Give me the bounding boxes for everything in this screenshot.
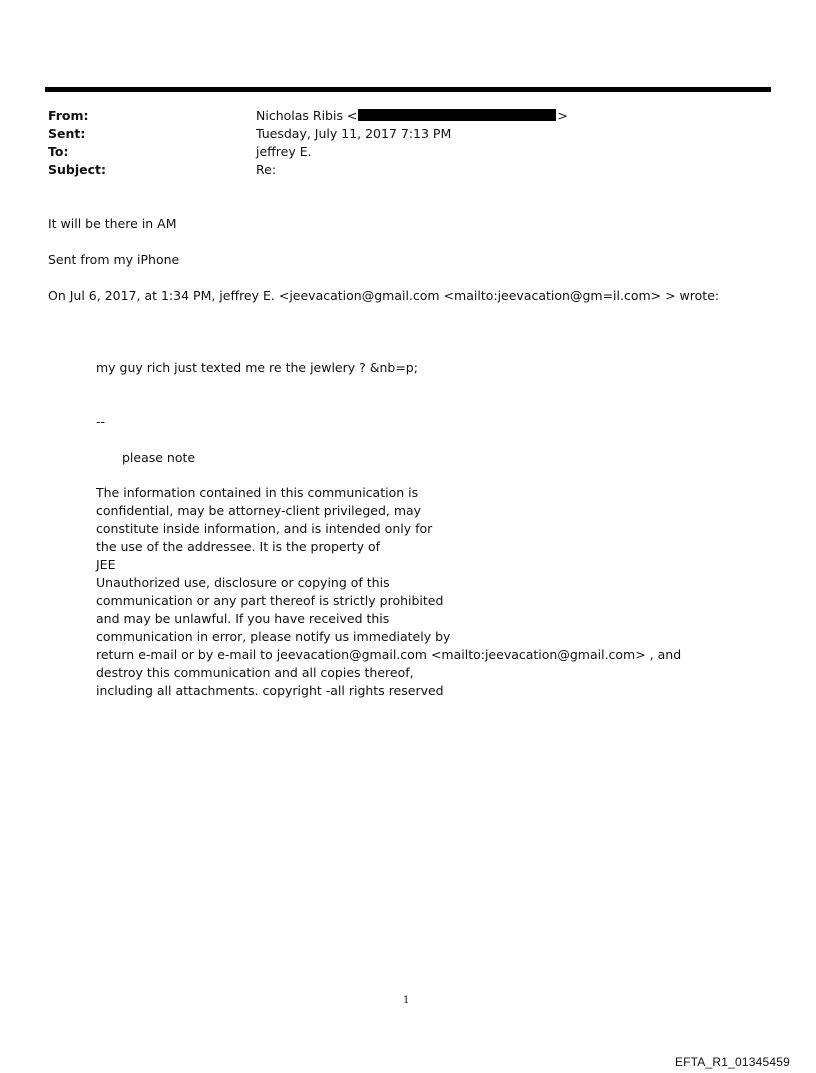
subject-value: Re: xyxy=(256,162,277,177)
notice-line: the use of the addressee. It is the property of xyxy=(96,539,381,554)
notice-line: including all attachments. copyright -all rights reserved xyxy=(96,683,444,698)
bates-number: EFTA_R1_01345459 xyxy=(674,1055,790,1069)
sent-label: Sent: xyxy=(48,126,86,141)
quoted-message: my guy rich just texted me re the jewlery ? &nb=p; xyxy=(96,360,418,375)
sent-value: Tuesday, July 11, 2017 7:13 PM xyxy=(256,126,452,141)
notice-line: JEE xyxy=(96,557,116,572)
to-value: jeffrey E. xyxy=(256,144,312,159)
from-label: From: xyxy=(48,108,89,123)
notice-line: destroy this communication and all copies thereof, xyxy=(96,665,414,680)
body-line-signature: Sent from my iPhone xyxy=(48,252,180,267)
to-label: To: xyxy=(48,144,69,159)
from-close-bracket: > xyxy=(557,108,568,123)
page-number: 1 xyxy=(403,995,410,1006)
from-name: Nicholas Ribis < xyxy=(256,108,358,123)
from-value xyxy=(256,107,568,125)
body-line-reply: It will be there in AM xyxy=(48,216,177,231)
redaction-bar xyxy=(358,109,556,121)
subject-label: Subject: xyxy=(48,162,106,177)
notice-line: Unauthorized use, disclosure or copying of this xyxy=(96,575,390,590)
notice-line: constitute inside information, and is intended only for xyxy=(96,521,433,536)
signature-dash: -- xyxy=(96,414,106,429)
confidentiality-notice xyxy=(96,484,681,700)
notice-line: confidential, may be attorney-client privileged, may xyxy=(96,503,422,518)
notice-line: communication or any part thereof is strictly prohibited xyxy=(96,593,444,608)
header-rule xyxy=(45,87,771,92)
please-note: please note xyxy=(122,450,196,465)
notice-line: and may be unlawful. If you have received this xyxy=(96,611,390,626)
quote-intro: On Jul 6, 2017, at 1:34 PM, jeffrey E. <jeevacation@gmail.com <mailto:jeevacation@gm=il.com> > wrote: xyxy=(48,288,720,303)
notice-line: communication in error, please notify us immediately by xyxy=(96,629,451,644)
notice-line: The information contained in this communication is xyxy=(96,485,419,500)
notice-line: return e-mail or by e-mail to jeevacation@gmail.com <mailto:jeevacation@gmail.com> , and xyxy=(96,647,682,662)
